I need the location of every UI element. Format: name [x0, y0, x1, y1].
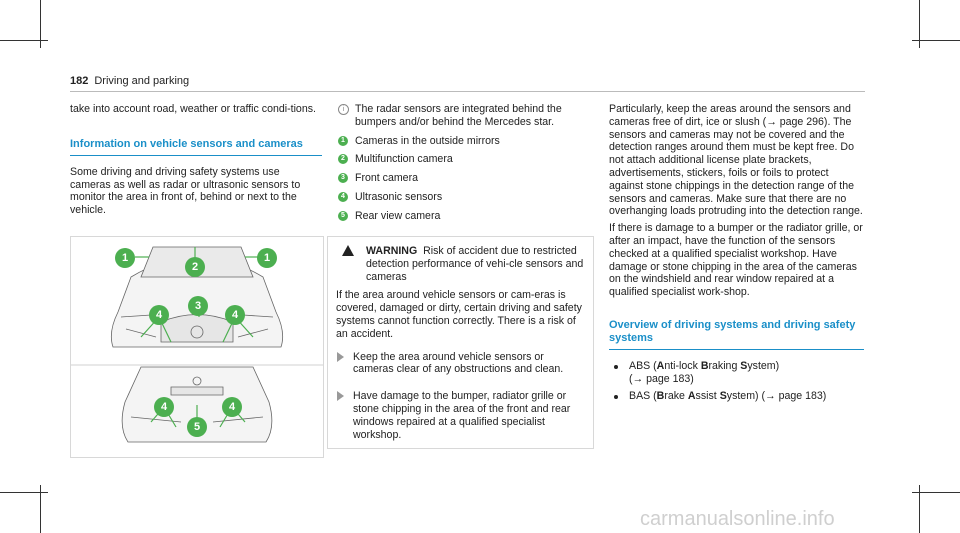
figure-callout: 4	[222, 397, 242, 417]
step-item: Have damage to the bumper, radiator grille or stone chipping in the area of the front and rear windows repaired at a qualified specialist workshop.	[336, 390, 585, 441]
crop-mark	[912, 40, 960, 41]
damage-paragraph: If there is damage to a bumper or the radiator grille, or after an impact, have the function of the sensors checked at a qualified specialist workshop. Have damage or stone chipping in the area of the cameras on the windshield and rear window repaired at a qualified specialist work-shop.	[609, 222, 863, 299]
page-number: 182	[70, 75, 89, 87]
page-reference[interactable]: (→ page 183)	[761, 389, 827, 402]
section-title: Driving and parking	[94, 75, 190, 87]
figure-callout: 4	[149, 305, 169, 325]
warning-steps	[336, 351, 585, 442]
figure-callout: 5	[187, 417, 207, 437]
page-header	[70, 75, 189, 87]
figure-callout: 1	[257, 248, 277, 268]
crop-mark	[0, 40, 48, 41]
figure-callout: 3	[188, 296, 208, 316]
info-icon: i	[338, 104, 349, 115]
figure-callout: 4	[154, 397, 174, 417]
column-1	[70, 103, 322, 217]
warning-title: WARNING Risk of accident due to restricted detection performance of vehi-cle sensors and cameras	[366, 245, 584, 283]
warning-box	[327, 236, 594, 449]
overview-heading: Overview of driving systems and driving safety systems	[609, 318, 856, 344]
intro-text: take into account road, weather or traffic condi-tions.	[70, 103, 316, 115]
list-item: ABS (Anti-lock Braking System) (→ page 183)	[609, 360, 864, 386]
list-item: 2 Multifunction camera	[338, 153, 590, 166]
list-item: BAS (Brake Assist System) (→ page 183)	[609, 390, 864, 403]
crop-mark	[912, 492, 960, 493]
warning-header	[336, 245, 585, 283]
column-3	[609, 103, 864, 406]
list-item: 5 Rear view camera	[338, 210, 590, 223]
info-text: The radar sensors are integrated behind the bumpers and/or behind the Mercedes star.	[355, 103, 562, 128]
section-heading: Information on vehicle sensors and cameras	[70, 137, 303, 150]
sensor-paragraph: Some driving and driving safety systems use cameras as well as radar or ultrasonic sensors to monitor the area in front of, behind or next to the vehicle.	[70, 165, 301, 217]
page-reference[interactable]: (→ page 183)	[629, 372, 694, 385]
warning-text: If the area around vehicle sensors or cam-eras is covered, damaged or dirty, certain driving and safety systems cannot function correctly. There is a risk of an accident.	[336, 289, 582, 340]
list-item: 1 Cameras in the outside mirrors	[338, 135, 590, 148]
figure-callout: 2	[185, 257, 205, 277]
step-item: Keep the area around vehicle sensors or cameras clear of any obstructions and clean.	[336, 351, 585, 377]
list-item: 4 Ultrasonic sensors	[338, 191, 590, 204]
vehicle-sensor-figure	[70, 236, 324, 458]
warning-label: WARNING	[366, 245, 418, 257]
figure-callout: 4	[225, 305, 245, 325]
list-item: 3 Front camera	[338, 172, 590, 185]
info-note	[338, 103, 590, 129]
crop-mark	[0, 492, 48, 493]
sensor-list	[338, 135, 590, 223]
systems-list	[609, 360, 864, 402]
watermark: carmanualsonline.info	[640, 508, 835, 530]
sensor-care-paragraph: Particularly, keep the areas around the sensors and cameras free of dirt, ice or slush (→ page 296). The sensors and cameras may not be covered and the detection ranges around them must be kept free. Do not attach additional license plate brackets, advertisements, stickers, foils or foils to protect against stone chippings in the detection range of the sensors and cameras. Make sure that there are no overhanging loads protruding into the detection range.	[609, 103, 863, 218]
warning-icon	[342, 245, 354, 256]
header-rule	[70, 91, 865, 92]
figure-callout: 1	[115, 248, 135, 268]
column-2	[338, 103, 590, 229]
